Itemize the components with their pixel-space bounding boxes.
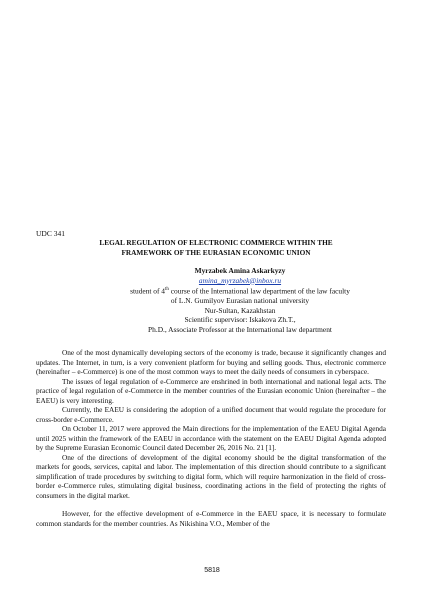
title-line-2: FRAMEWORK OF THE EURASIAN ECONOMIC UNION [121,248,311,257]
article-title [60,238,372,258]
author-email-link[interactable]: amina_myrzabek@inbox.ru [198,275,282,285]
title-line-1: LEGAL REGULATION OF ELECTRONIC COMMERCE WITHIN THE [99,238,333,247]
udc-code: UDC 341 [36,229,65,238]
author-affiliation [100,285,380,296]
body-paragraph: However, for the effective development of e-Commerce in the EAEU space, it is necessary to formulate common standards for the member countries. As Nikishina V.O., Member of the [36,509,386,528]
body-paragraph: The issues of legal regulation of e-Commerce are enshrined in both international and national legal acts. The practice of legal regulation of e-Commerce in the member countries of the Eurasian economic Union (hereinafter – the EAEU) is very interesting. [36,376,386,405]
author-university: of L.N. Gumilyov Eurasian national university [170,296,310,306]
page-number: 5818 [204,567,220,574]
scientific-supervisor: Scientific supervisor: Iskakova Zh.T., [184,315,296,325]
author-name: Myrzabek Amina Askarkyzy [194,266,286,275]
body-paragraph: One of the directions of development of the digital economy should be the digital transformation of the markets for goods, services, capital and labor. The implementation of this direction should contribute to a significant simplification of trade procedures by switching to digital form, which will require harmonization in the field of cross-border e-Commerce rules, stimulating digital business, coordinating actions in the field of protecting the rights of consumers in the digital market. [36,452,386,500]
article-body [36,348,386,528]
affiliation-prefix: student of 4 [130,286,165,296]
author-block [100,266,380,335]
body-paragraph: Currently, the EAEU is considering the adoption of a unified document that would regulate the procedure for cross-border e-Commerce. [36,405,386,424]
author-city: Nur-Sultan, Kazakhstan [204,305,276,315]
supervisor-title: Ph.D., Associate Professor at the International law department [148,325,332,335]
affiliation-suffix: course of the International law department of the law faculty [168,286,350,296]
affiliation-superscript: th [165,287,169,293]
body-paragraph: One of the most dynamically developing sectors of the economy is trade, because it significantly changes and updates. The Internet, in turn, is a very convenient platform for buying and selling goods. Thus, electronic commerce (hereinafter – e-Commerce) is one of the most common ways to meet the daily needs of consumers in cyberspace. [36,348,386,376]
body-paragraph: On October 11, 2017 were approved the Main directions for the implementation of the EAEU Digital Agenda until 2025 within the framework of the EAEU in accordance with the statement on the EAEU Digital Agenda adopted by the Supreme Eurasian Economic Council dated December 26, 2016 No. 21 [1]. [36,424,386,452]
